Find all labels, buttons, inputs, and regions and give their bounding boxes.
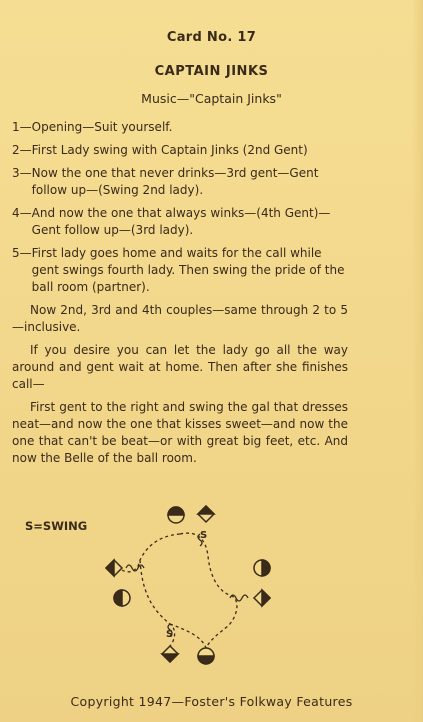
- step-5: [12, 245, 348, 296]
- card-edge: [412, 0, 422, 722]
- dance-title: CAPTAIN JINKS: [154, 64, 269, 79]
- paragraph-option: If you desire you can let the lady go all the way around and gent wait at home. Then after she finishes call—: [12, 343, 348, 391]
- step-text: And now the one that always winks—(4th Gent)—Gent follow up—(3rd lady).: [31, 206, 331, 237]
- paragraph-couples: Now 2nd, 3rd and 4th couples—same through 2 to 5—inclusive.: [12, 303, 348, 334]
- square-dance-diagram: [100, 500, 300, 670]
- music-line: Music—"Captain Jinks": [141, 91, 282, 106]
- paragraph-call: First gent to the right and swing the gal that dresses neat—and now the one that kisses sweet—and now the one that can't be beat—or with great big feet, etc. And now the Belle of the ball room.: [12, 400, 348, 465]
- step-2: [12, 142, 348, 159]
- card-number: Card No. 17: [166, 30, 257, 45]
- side-couple-east: [254, 560, 270, 606]
- step-number: 4—: [12, 206, 32, 220]
- swing-letter-north: S: [200, 530, 208, 541]
- head-couple-south: [162, 646, 214, 664]
- head-couple-north: [168, 506, 214, 523]
- step-1: [12, 119, 348, 136]
- swing-legend: S=SWING: [25, 519, 88, 533]
- step-3: [12, 165, 348, 199]
- swing-letter-south: S: [166, 629, 174, 640]
- steps-list: [12, 119, 348, 467]
- step-number: 2—: [12, 143, 32, 157]
- copyright-line: Copyright 1947—Foster's Folkway Features: [70, 694, 353, 709]
- dance-path: [122, 533, 237, 648]
- step-text: First Lady swing with Captain Jinks (2nd Gent): [31, 143, 308, 157]
- step-4: [12, 205, 348, 239]
- step-text: Opening—Suit yourself.: [31, 120, 173, 134]
- step-number: 1—: [12, 120, 32, 134]
- step-text: First lady goes home and waits for the call while gent swings fourth lady. Then swing the pride of the ball room (partner).: [31, 246, 345, 294]
- step-text: Now the one that never drinks—3rd gent—Gent follow up—(Swing 2nd lady).: [31, 166, 319, 197]
- step-number: 3—: [12, 166, 32, 180]
- step-number: 5—: [12, 246, 32, 260]
